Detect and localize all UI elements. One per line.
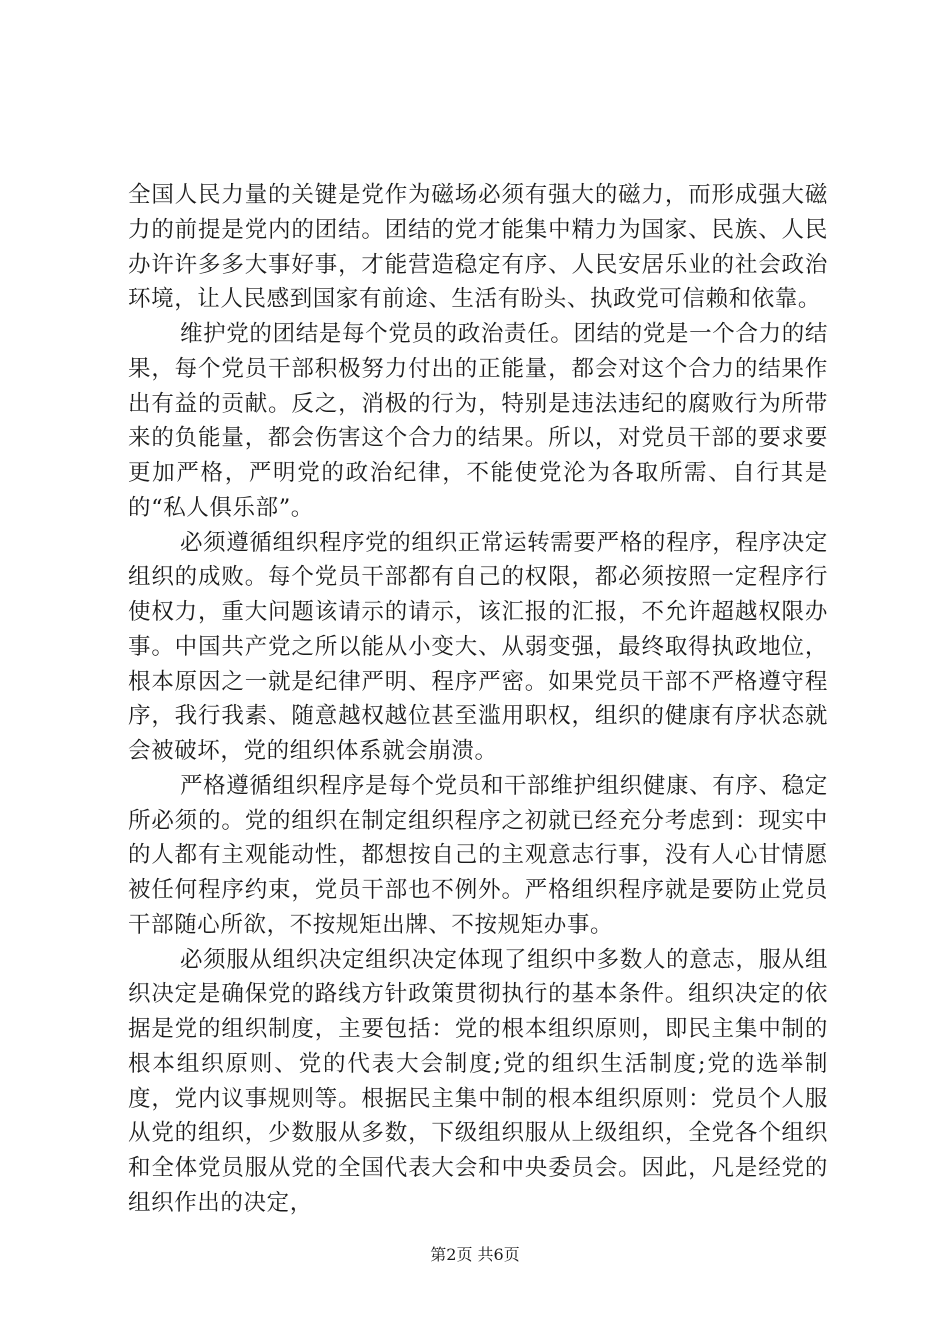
paragraph-5: 必须服从组织决定组织决定体现了组织中多数人的意志，服从组织决定是确保党的路线方针政策贯彻执行的基本条件。组织决定的依据是党的组织制度，主要包括：党的根本组织原则，即民主集中制的根本组织原则、党的代表大会制度;党的组织生活制度;党的选举制度，党内议事规则等。根据民主集中制的根本组织原则：党员个人服从党的组织，少数服从多数，下级组织服从上级组织，全党各个组织和全体党员服从党的全国代表大会和中央委员会。因此，凡是经党的组织作出的决定， bbox=[128, 946, 828, 1216]
paragraph-1: 全国人民力量的关键是党作为磁场必须有强大的磁力，而形成强大磁力的前提是党内的团结。团结的党才能集中精力为国家、民族、人民办许许多多大事好事，才能营造稳定有序、人民安居乐业的社会政治环境，让人民感到国家有前途、生活有盼头、执政党可信赖和依靠。 bbox=[128, 182, 828, 313]
document-body bbox=[128, 178, 828, 1221]
paragraph-4: 严格遵循组织程序是每个党员和干部维护组织健康、有序、稳定所必须的。党的组织在制定组织程序之初就已经充分考虑到：现实中的人都有主观能动性，都想按自己的主观意志行事，没有人心甘情愿被任何程序约束，党员干部也不例外。严格组织程序就是要防止党员干部随心所欲，不按规矩出牌、不按规矩办事。 bbox=[128, 772, 828, 938]
page-footer: 第2页 共6页 bbox=[430, 1245, 520, 1264]
paragraph-2: 维护党的团结是每个党员的政治责任。团结的党是一个合力的结果，每个党员干部积极努力付出的正能量，都会对这个合力的结果作出有益的贡献。反之，消极的行为，特别是违法违纪的腐败行为所带来的负能量，都会伤害这个合力的结果。所以，对党员干部的要求要更加严格，严明党的政治纪律，不能使党沦为各取所需、自行其是的“私人俱乐部”。 bbox=[128, 321, 828, 521]
paragraph-3: 必须遵循组织程序党的组织正常运转需要严格的程序，程序决定组织的成败。每个党员干部都有自己的权限，都必须按照一定程序行使权力，重大问题该请示的请示，该汇报的汇报，不允许超越权限办事。中国共产党之所以能从小变大、从弱变强，最终取得执政地位，根本原因之一就是纪律严明、程序严密。如果党员干部不严格遵守程序，我行我素、随意越权越位甚至滥用职权，组织的健康有序状态就会被破坏，党的组织体系就会崩溃。 bbox=[128, 529, 828, 764]
